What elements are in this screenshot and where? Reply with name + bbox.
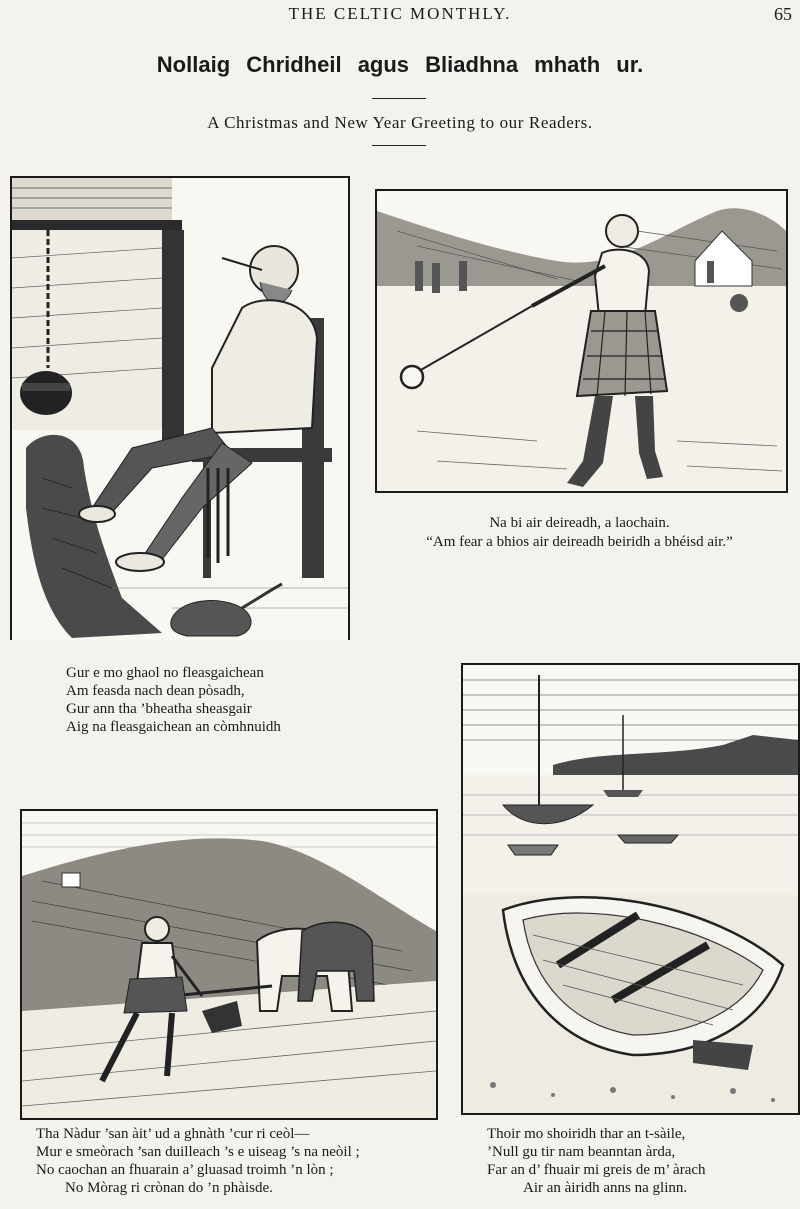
fireside-illustration	[10, 176, 350, 640]
boats-verse	[487, 1125, 706, 1197]
title-divider	[372, 98, 426, 99]
verse-line: Gur ann tha ’bheatha sheasgair	[66, 701, 252, 717]
boats-illustration	[461, 663, 800, 1115]
verse-line: Mur e smeòrach ’san duilleach ’s e uiseag ’s na neòil ;	[36, 1144, 360, 1160]
verse-line: Air an àiridh anns na glinn.	[523, 1180, 688, 1196]
verse-line: ’Null gu tir nam beanntan àrda,	[487, 1144, 676, 1160]
page-number: 65	[774, 4, 792, 24]
verse-line: Far an d’ fhuair mi greis de m’ àrach	[487, 1162, 706, 1178]
verse-line: Gur e mo ghaol no fleasgaichean	[66, 665, 264, 681]
hammer-caption-line1: Na bi air deireadh, a laochain.	[489, 515, 670, 531]
verse-line: Aig na fleasgaichean an còmhnuidh	[66, 719, 281, 735]
hammer-caption-line2: “Am fear a bhios air deireadh beiridh a bhéisd air.”	[426, 534, 733, 550]
article-title: Nollaig Chridheil agus Bliadhna mhath ur.	[156, 52, 644, 77]
article-subtitle: A Christmas and New Year Greeting to our Readers.	[207, 113, 593, 132]
subtitle-divider	[372, 145, 426, 146]
verse-line: Thoir mo shoiridh thar an t-sàile,	[487, 1126, 686, 1142]
verse-line: No caochan an fhuarain a’ gluasad troimh ’n lòn ;	[36, 1162, 334, 1178]
running-title: THE CELTIC MONTHLY.	[288, 4, 512, 23]
fireside-verse	[66, 664, 281, 736]
verse-line: Am feasda nach dean pòsadh,	[66, 683, 245, 699]
hammer-thrower-illustration	[375, 189, 788, 493]
verse-line: Tha Nàdur ’san àit’ ud a ghnàth ’cur ri ceòl—	[36, 1126, 310, 1142]
ploughman-illustration	[20, 809, 438, 1120]
ploughman-verse	[36, 1125, 360, 1197]
verse-line: No Mòrag ri crònan do ’n phàisde.	[65, 1180, 273, 1196]
